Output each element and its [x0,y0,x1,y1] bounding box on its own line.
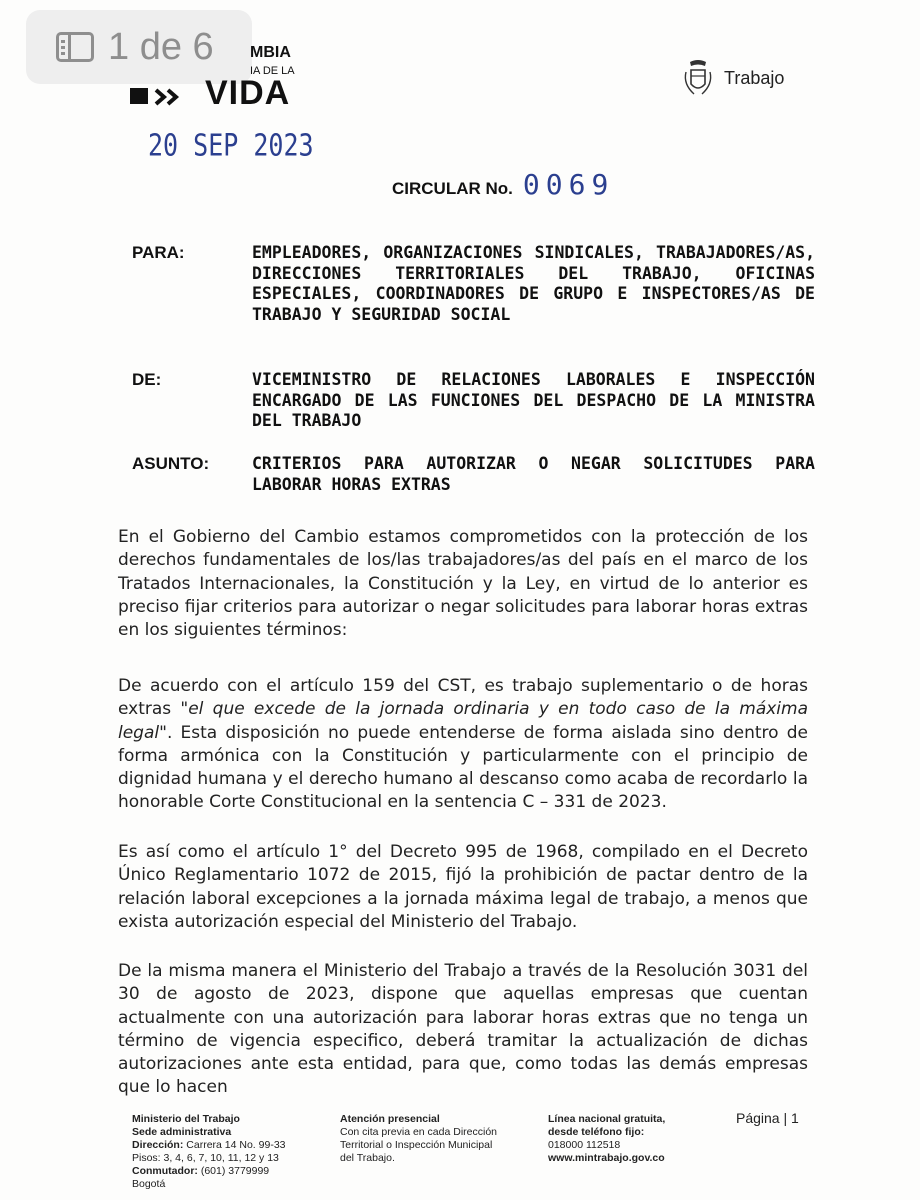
circular-label: CIRCULAR No. [392,179,513,198]
paragraph-2: De acuerdo con el artículo 159 del CST, es trabajo suplementario o de horas extras "el que excede de la jornada ordinaria y en todo caso de la máxima legal". Esta disposición no puede entenderse de forma aislada sino dentro de forma armónica con la Constitución y particularmente con el principio de dignidad humana y el derecho humano al descanso como acaba de recordarlo la honorable Corte Constitucional en la sentencia C – 331 de 2023. [118,676,809,813]
trabajo-logo-text: Trabajo [724,67,785,88]
coat-of-arms-icon [680,58,716,98]
de-text: VICEMINISTRO DE RELACIONES LABORALES E INSPECCIÓN ENCARGADO DE LAS FUNCIONES DEL DESPACHO DE LA MINISTRA DEL TRABAJO [252,370,815,430]
paragraph-1: En el Gobierno del Cambio estamos comprometidos con la protección de los derechos fundamentales de los/las trabajadores/as del país en el marco de los Tratados Internacionales, la Constitución y la Ley, en virtud de lo anterior es preciso fijar criterios para autorizar o negar solicitudes para laborar horas extras en los siguientes términos: [118,527,808,641]
colombia-potencia-vida-logo: MBIA IA DE LA VIDA [130,40,310,115]
para-label: PARA: [132,243,185,262]
paragraph-3: Es así como el artículo 1° del Decreto 995 de 1968, compilado en el Decreto Único Reglamentario 1072 de 2015, fijó la prohibición de pactar dentro de la relación laboral excepciones a la jornada máxima legal de trabajo, a menos que exista autorización especial del Ministerio del Trabajo. [118,842,808,932]
paragraph-4: De la misma manera el Ministerio del Trabajo a través de la Resolución 3031 del 30 de agosto de 2023, dispone que aquellas empresas que cuentan actualmente con una autorización para laborar horas extras que no tenga un término de vigencia especifico, deberá tramitar la actualización de dichas autorizaciones ante esta entidad, para que, como todas las demás empresas que lo hacen [118,961,808,1098]
para-text: EMPLEADORES, ORGANIZACIONES SINDICALES, TRABAJADORES/AS, DIRECCIONES TERRITORIALES DEL TRABAJO, OFICINAS ESPECIALES, COORDINADORES DE GRUPO E INSPECTORES/AS DE TRABAJO Y SEGURIDAD SOCIAL [252,243,815,324]
logo-mark-icon [130,84,192,106]
ministerio-trabajo-logo [680,58,784,98]
de-label: DE: [132,370,162,389]
page-indicator-text: 1 de 6 [108,25,214,68]
footer-website: www.mintrabajo.gov.co [548,1152,665,1164]
page-number: Página | 1 [736,1110,799,1126]
footer-attention: Atención presencial Con cita previa en cada Dirección Territorial o Inspección Municipal del Trabajo. [340,1113,497,1164]
footer-contact: Línea nacional gratuita, desde teléfono fijo: 018000 112518 www.mintrabajo.gov.co [548,1113,666,1164]
asunto-label: ASUNTO: [132,454,210,473]
asunto-section [132,454,815,496]
asunto-text: CRITERIOS PARA AUTORIZAR O NEGAR SOLICITUDES PARA LABORAR HORAS EXTRAS [252,454,815,494]
paragraph-2-quote: "el que excede de la jornada ordinaria y en todo caso de la máxima legal" [118,699,809,743]
de-section [132,370,815,432]
circular-number-line [392,168,614,201]
para-section [132,243,815,347]
date-stamp: 20 SEP 2023 [148,128,314,163]
footer-address: Ministerio del Trabajo Sede administrativa Dirección: Carrera 14 No. 99-33 Pisos: 3, 4, 6, 7, 10, 11, 12 y 13 Conmutador: (601) 3779999 Bogotá [132,1113,286,1190]
circular-number: 0069 [522,168,615,201]
sidebar-icon [56,32,94,62]
